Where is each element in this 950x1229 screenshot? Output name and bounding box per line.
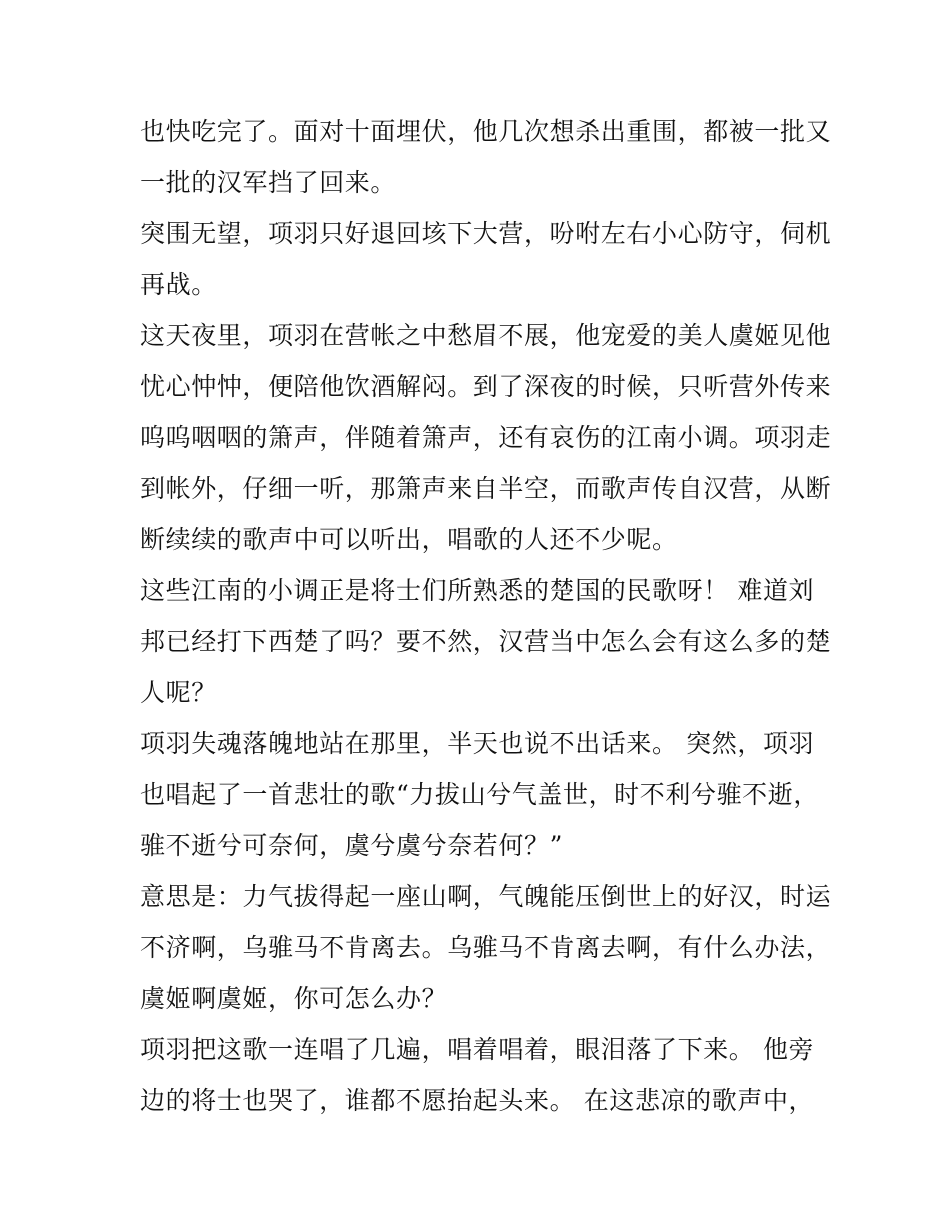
body-text — [140, 106, 830, 1126]
text-line: 虞姬啊虞姬，你可怎么办？ — [140, 984, 448, 1013]
text-line: 断续续的歌声中可以听出，唱歌的人还不少呢。 — [140, 525, 678, 554]
text-line: 不济啊，乌骓马不肯离去。乌骓马不肯离去啊，有什么办法， — [140, 933, 832, 962]
text-line: 骓不逝兮可奈何，虞兮虞兮奈若何？” — [140, 831, 563, 860]
text-line: 人呢？ — [140, 678, 217, 707]
text-line: 边的将士也哭了，谁都不愿抬起头来。 在这悲凉的歌声中， — [140, 1086, 815, 1115]
text-line: 也快吃完了。面对十面埋伏，他几次想杀出重围，都被一批又 — [140, 117, 832, 146]
text-line: 也唱起了一首悲壮的歌“力拔山兮气盖世，时不利兮骓不逝， — [140, 780, 819, 809]
text-line: 忧心忡忡，便陪他饮酒解闷。到了深夜的时候，只听营外传来 — [140, 372, 832, 401]
text-line: 到帐外，仔细一听，那箫声来自半空，而歌声传自汉营，从断 — [140, 474, 832, 503]
text-line: 这些江南的小调正是将士们所熟悉的楚国的民歌呀！ 难道刘 — [140, 576, 815, 605]
text-line: 邦已经打下西楚了吗？要不然，汉营当中怎么会有这么多的楚 — [140, 627, 832, 656]
text-line: 突围无望，项羽只好退回垓下大营，吩咐左右小心防守，伺机 — [140, 219, 832, 248]
text-line: 再战。 — [140, 270, 217, 299]
text-line: 项羽失魂落魄地站在那里，半天也说不出话来。 突然，项羽 — [140, 729, 815, 758]
text-line: 一批的汉军挡了回来。 — [140, 168, 397, 197]
text-line: 这天夜里，项羽在营帐之中愁眉不展，他宠爱的美人虞姬见他 — [140, 321, 832, 350]
text-line: 呜呜咽咽的箫声，伴随着箫声，还有哀伤的江南小调。项羽走 — [140, 423, 832, 452]
text-line: 项羽把这歌一连唱了几遍，唱着唱着，眼泪落了下来。 他旁 — [140, 1035, 815, 1064]
text-line: 意思是：力气拔得起一座山啊，气魄能压倒世上的好汉，时运 — [140, 882, 832, 911]
